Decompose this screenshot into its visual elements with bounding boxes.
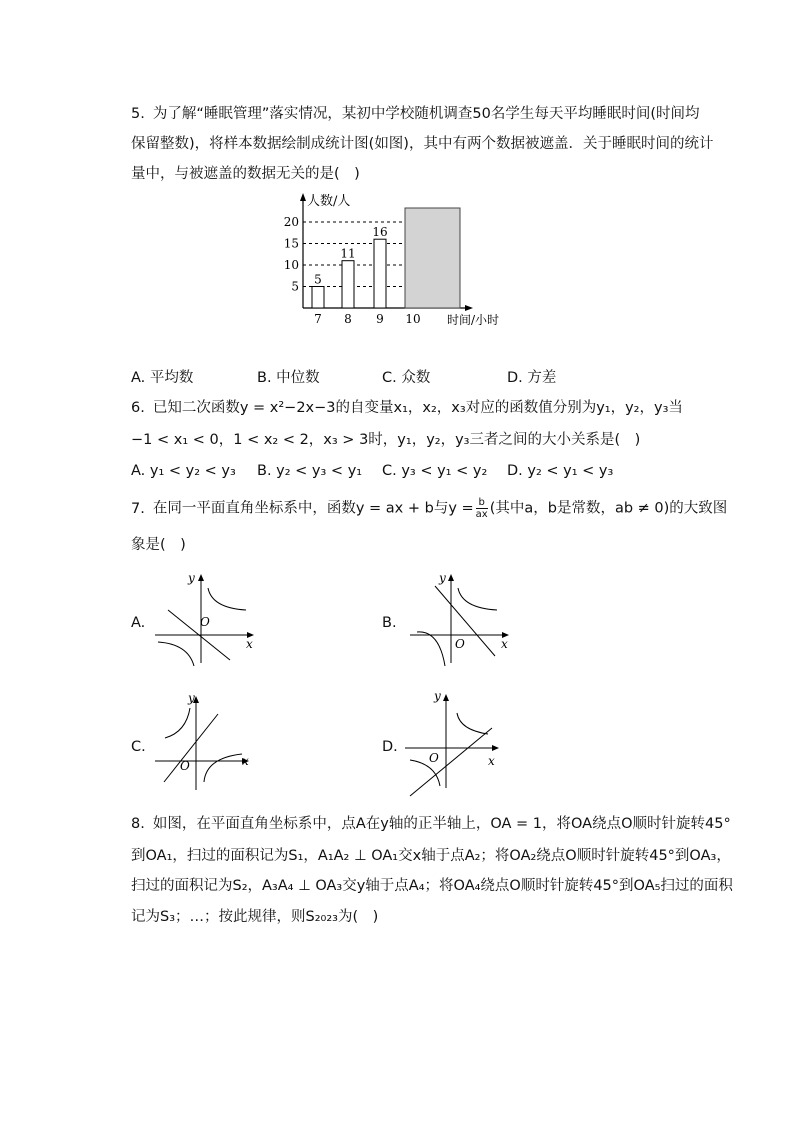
chart-xtick-label: 10 (405, 312, 421, 326)
chart-xlabel: 时间/小时 (447, 313, 500, 327)
q7-graph-c[interactable] (150, 690, 265, 795)
q7-fraction (476, 497, 488, 520)
q6-text-1: 已知二次函数y = x²−2x−3的自变量x₁，x₂，x₃对应的函数值分别为y₁，y₂，y₃当 (152, 400, 683, 416)
q6-option-a[interactable]: A. y₁ < y₂ < y₃ (131, 463, 236, 479)
q7-frac-den: ax (475, 509, 488, 520)
chart-data-label: 16 (372, 225, 388, 240)
q7-frac-num: b (476, 497, 488, 509)
q8-text-1: 如图，在平面直角坐标系中，点A在y轴的正半轴上，OA = 1，将OA绕点O顺时针旋转45° (152, 816, 731, 832)
chart-bar (374, 239, 386, 308)
q5-option-a[interactable]: A. 平均数 (131, 370, 194, 386)
q8-number: 8. (131, 816, 145, 832)
q6-line-1 (131, 398, 683, 418)
q5-option-b[interactable]: B. 中位数 (257, 370, 320, 386)
chart-ytick-label: 10 (283, 258, 299, 272)
q7-line-1 (131, 497, 727, 520)
q7-text-1a: 在同一平面直角坐标系中，函数y = ax + b与y = (152, 500, 474, 517)
graph-d-x-label: x (488, 754, 495, 768)
q6-option-b[interactable]: B. y₂ < y₃ < y₁ (257, 463, 363, 479)
q5-text-1: 为了解“睡眠管理”落实情况，某初中学校随机调查50名学生每天平均睡眠时间(时间均 (152, 106, 700, 122)
graph-a-y-label: y (188, 571, 195, 585)
q7-line-2: 象是( ) (131, 537, 186, 553)
q5-number: 5. (131, 106, 145, 122)
chart-ytick-label: 15 (283, 236, 299, 251)
graph-d-y-label: y (434, 689, 441, 703)
graph-b-y-label: y (439, 571, 446, 585)
q8-line-4: 记为S₃；…；按此规律，则S₂₀₂₃为( ) (131, 909, 379, 925)
chart-xtick-label: 8 (344, 312, 352, 326)
chart-data-label: 5 (314, 272, 322, 287)
graph-a-x-label: x (246, 637, 253, 651)
graph-c-x-label: x (242, 754, 249, 768)
graph-c-origin: O (180, 759, 190, 773)
chart-ytick-label: 20 (283, 215, 299, 229)
graph-c-y-label: y (188, 691, 195, 705)
q5-option-d[interactable]: D. 方差 (507, 370, 557, 386)
q7-option-c[interactable]: C. (131, 739, 146, 755)
q7-graph-b[interactable] (405, 568, 520, 668)
q6-option-d[interactable]: D. y₂ < y₁ < y₃ (507, 463, 614, 479)
chart-y-axis-arrow (300, 193, 306, 201)
q6-number: 6. (131, 400, 145, 416)
chart-ytick-label: 5 (291, 279, 299, 294)
chart-ylabel: 人数/人 (307, 194, 351, 209)
graph-a-origin: O (200, 615, 210, 629)
chart-bar (342, 261, 354, 308)
chart-bar (312, 287, 324, 309)
q8-line-2: 到OA₁，扫过的面积记为S₁，A₁A₂ ⊥ OA₁交x轴于点A₂；将OA₂绕点O顺时针旋转45°到OA₃， (131, 848, 731, 864)
q8-line-1 (131, 814, 731, 834)
q7-graph-a[interactable] (150, 568, 265, 668)
q6-option-c[interactable]: C. y₃ < y₁ < y₂ (382, 463, 488, 479)
q7-text-1b: (其中a，b是常数，ab ≠ 0)的大致图 (489, 500, 728, 517)
q8-line-3: 扫过的面积记为S₂，A₃A₄ ⊥ OA₃交y轴于点A₄；将OA₄绕点O顺时针旋转45°到OA₅扫过的面积 (131, 878, 733, 894)
q7-graph-d[interactable] (400, 688, 515, 803)
q7-option-d[interactable]: D. (382, 739, 398, 755)
covered-region (405, 208, 460, 308)
q5-line-2: 保留整数)，将样本数据绘制成统计图(如图)，其中有两个数据被遮盖．关于睡眠时间的统计 (131, 136, 714, 152)
graph-d-origin: O (429, 751, 439, 765)
q6-line-2: −1 < x₁ < 0，1 < x₂ < 2，x₃ > 3时，y₁，y₂，y₃三者之间的大小关系是( ) (131, 432, 641, 448)
q7-option-b[interactable]: B. (382, 615, 397, 631)
q7-number: 7. (131, 500, 145, 517)
sleep-bar-chart (270, 190, 520, 330)
chart-x-axis-arrow (465, 305, 473, 311)
q7-option-a[interactable]: A. (131, 615, 146, 631)
q5-option-c[interactable]: C. 众数 (382, 370, 431, 386)
q5-line-3: 量中，与被遮盖的数据无关的是( ) (131, 166, 360, 182)
graph-b-x-label: x (501, 637, 508, 651)
q5-line-1 (131, 104, 699, 124)
chart-xtick-label: 7 (314, 312, 322, 326)
graph-b-origin: O (455, 637, 465, 651)
chart-data-label: 11 (340, 246, 356, 261)
chart-xtick-label: 9 (376, 312, 384, 326)
